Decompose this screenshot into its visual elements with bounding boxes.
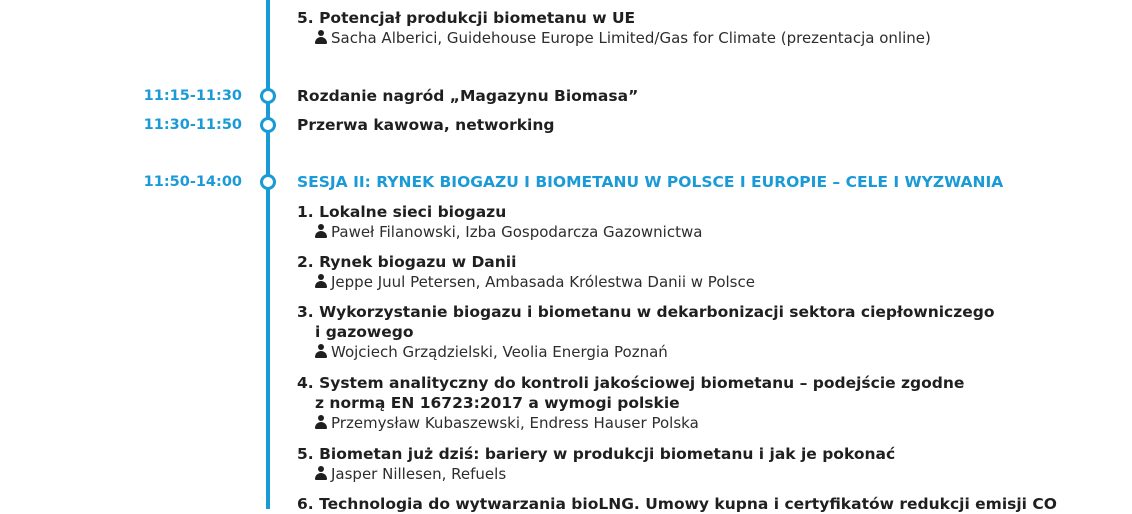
agenda-item [297,252,1097,292]
speaker-name: Jasper Nillesen, Refuels [331,465,507,483]
speaker [297,272,1097,292]
time-slot: 11:15-11:30 [143,88,242,104]
speaker [297,342,1097,362]
timeline-dot [260,117,276,133]
timeline-line [266,0,270,509]
speaker [297,222,1097,242]
agenda-item-title [297,302,1097,342]
speaker [297,464,1097,484]
speaker-name: Paweł Filanowski, Izba Gospodarcza Gazownictwa [331,223,703,241]
time-slot: 11:50-14:00 [143,174,242,190]
speaker [297,413,1097,433]
person-icon [315,274,327,288]
person-icon [315,466,327,480]
speaker-name: Wojciech Grządzielski, Veolia Energia Poznań [331,343,668,361]
session-title: SESJA II: RYNEK BIOGAZU I BIOMETANU W POLSCE I EUROPIE – CELE I WYZWANIA [297,173,1004,191]
agenda-item [297,302,1097,362]
agenda-item-title [297,373,1097,413]
timeline-dot [260,88,276,104]
agenda-item [297,202,1097,242]
agenda-item-title-line1: 4. System analityczny do kontroli jakościowej biometanu – podejście zgodne [297,374,965,392]
person-icon [315,415,327,429]
schedule-title: Przerwa kawowa, networking [297,116,555,134]
time-slot: 11:30-11:50 [143,117,242,133]
speaker-name: Przemysław Kubaszewski, Endress Hauser Polska [331,414,699,432]
agenda-item-title-line2: z normą EN 16723:2017 a wymogi polskie [315,394,680,412]
agenda-item [297,494,1097,514]
speaker [297,28,1097,48]
person-icon [315,30,327,44]
agenda-item [297,444,1097,484]
agenda-item [297,373,1097,433]
agenda-item-title-line1: 3. Wykorzystanie biogazu i biometanu w dekarbonizacji sektora ciepłowniczego [297,303,995,321]
agenda-item-title: 2. Rynek biogazu w Danii [297,253,517,271]
agenda-item-title-line2: i gazowego [315,323,414,341]
schedule-title: Rozdanie nagród „Magazynu Biomasa” [297,87,639,105]
person-icon [315,344,327,358]
timeline-dot [260,174,276,190]
agenda-item [297,8,1097,48]
person-icon [315,224,327,238]
agenda-item-title: 5. Potencjał produkcji biometanu w UE [297,9,636,27]
agenda-item-title: 1. Lokalne sieci biogazu [297,203,507,221]
agenda-item-title: 5. Biometan już dziś: bariery w produkcji biometanu i jak je pokonać [297,445,896,463]
agenda-item-title: 6. Technologia do wytwarzania bioLNG. Umowy kupna i certyfikatów redukcji emisji CO [297,495,1057,513]
speaker-name: Sacha Alberici, Guidehouse Europe Limited/Gas for Climate (prezentacja online) [331,29,931,47]
speaker-name: Jeppe Juul Petersen, Ambasada Królestwa Danii w Polsce [331,273,755,291]
